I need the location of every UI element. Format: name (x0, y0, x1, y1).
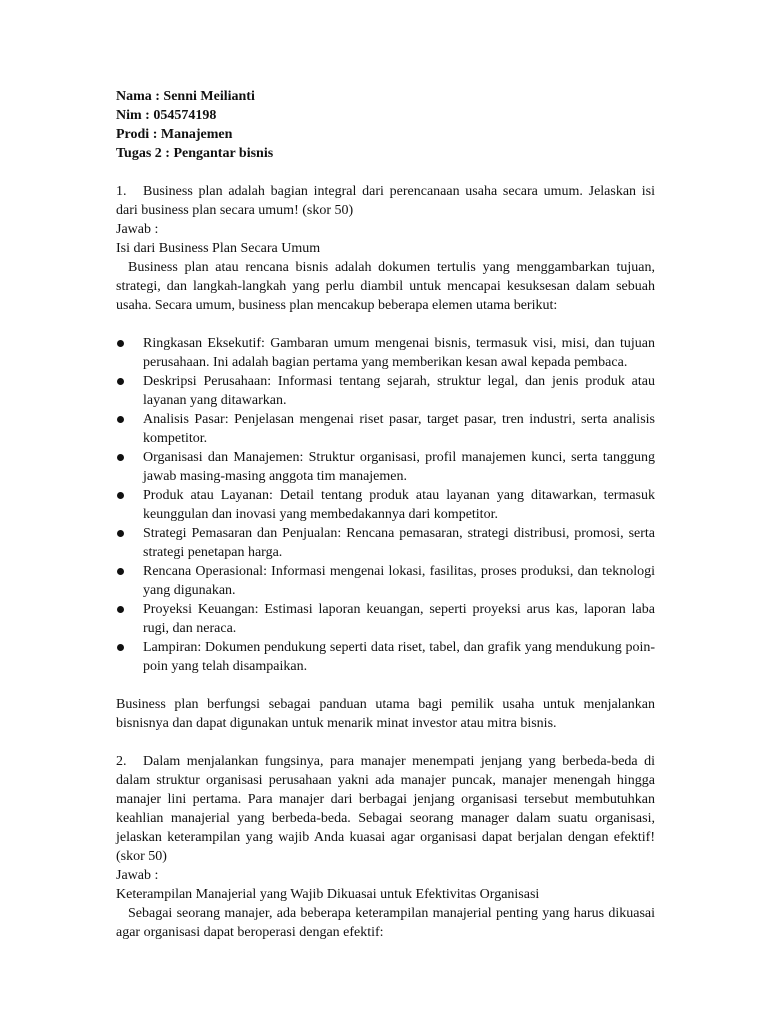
question-2-text: Dalam menjalankan fungsinya, para manajer menempati jenjang yang berbeda-beda di dalam struktur organisasi perusahaan yakni ada manajer puncak, manajer menengah hingga manajer lini pertama. Para manajer dari berbagai jenjang organisasi tersebut membutuhkan keahlian manajerial yang berbeda-beda. Sebagai seorang manager dalam suatu organisasi, jelaskan keterampilan yang wajib Anda kuasai agar organisasi dapat berjalan dengan efektif! (skor 50) (116, 754, 655, 864)
list-item: Proyeksi Keuangan: Estimasi laporan keuangan, seperti proyeksi arus kas, laporan laba rugi, dan neraca. (116, 600, 655, 638)
spacer (116, 733, 655, 752)
spacer (116, 315, 655, 334)
spacer (116, 163, 655, 182)
answer-1-subtitle: Isi dari Business Plan Secara Umum (116, 241, 321, 256)
study-program: Prodi : Manajemen (116, 127, 233, 142)
question-1 (116, 182, 655, 220)
bullet-icon (117, 568, 124, 575)
answer-2-label: Jawab : (116, 868, 159, 883)
list-item: Rencana Operasional: Informasi mengenai lokasi, fasilitas, proses produksi, dan teknologi yang digunakan. (116, 562, 655, 600)
bullet-icon (117, 340, 124, 347)
list-item: Organisasi dan Manajemen: Struktur organisasi, profil manajemen kunci, serta tanggung jawab masing-masing anggota tim manajemen. (116, 448, 655, 486)
question-2-number: 2. (116, 754, 127, 769)
answer-1-closing: Business plan berfungsi sebagai panduan utama bagi pemilik usaha untuk menjalankan bisnisnya dan dapat digunakan untuk menarik minat investor atau mitra bisnis. (116, 697, 655, 731)
question-1-number: 1. (116, 184, 127, 199)
list-item: Lampiran: Dokumen pendukung seperti data riset, tabel, dan grafik yang mendukung poin-poin yang telah disampaikan. (116, 638, 655, 676)
student-nim: Nim : 054574198 (116, 108, 217, 123)
document-content (116, 87, 655, 942)
bullet-icon (117, 492, 124, 499)
bullet-icon (117, 378, 124, 385)
bullet-icon (117, 606, 124, 613)
list-item: Ringkasan Eksekutif: Gambaran umum mengenai bisnis, termasuk visi, misi, dan tujuan perusahaan. Ini adalah bagian pertama yang memberikan kesan awal kepada pembaca. (116, 334, 655, 372)
spacer (116, 676, 655, 695)
business-plan-elements-list (116, 334, 655, 676)
bullet-icon (117, 644, 124, 651)
answer-2-subtitle: Keterampilan Manajerial yang Wajib Dikuasai untuk Efektivitas Organisasi (116, 887, 540, 902)
question-2 (116, 752, 655, 866)
list-item: Produk atau Layanan: Detail tentang produk atau layanan yang ditawarkan, termasuk keunggulan dan inovasi yang membedakannya dari kompetitor. (116, 486, 655, 524)
student-header (116, 87, 655, 163)
list-item: Strategi Pemasaran dan Penjualan: Rencana pemasaran, strategi distribusi, promosi, serta strategi penetapan harga. (116, 524, 655, 562)
student-name: Nama : Senni Meilianti (116, 89, 255, 104)
answer-1-intro: Business plan atau rencana bisnis adalah dokumen tertulis yang menggambarkan tujuan, strategi, dan langkah-langkah yang perlu diambil untuk mencapai kesuksesan dalam sebuah usaha. Secara umum, business plan mencakup beberapa elemen utama berikut: (116, 260, 655, 313)
bullet-icon (117, 416, 124, 423)
answer-1-label: Jawab : (116, 222, 159, 237)
assignment-title: Tugas 2 : Pengantar bisnis (116, 146, 274, 161)
bullet-icon (117, 454, 124, 461)
question-1-text: Business plan adalah bagian integral dari perencanaan usaha secara umum. Jelaskan isi dari business plan secara umum! (skor 50) (116, 184, 655, 218)
answer-2-intro: Sebagai seorang manajer, ada beberapa keterampilan manajerial penting yang harus dikuasai agar organisasi dapat beroperasi dengan efektif: (116, 906, 655, 940)
list-item: Analisis Pasar: Penjelasan mengenai riset pasar, target pasar, tren industri, serta analisis kompetitor. (116, 410, 655, 448)
bullet-icon (117, 530, 124, 537)
list-item: Deskripsi Perusahaan: Informasi tentang sejarah, struktur legal, dan jenis produk atau layanan yang ditawarkan. (116, 372, 655, 410)
